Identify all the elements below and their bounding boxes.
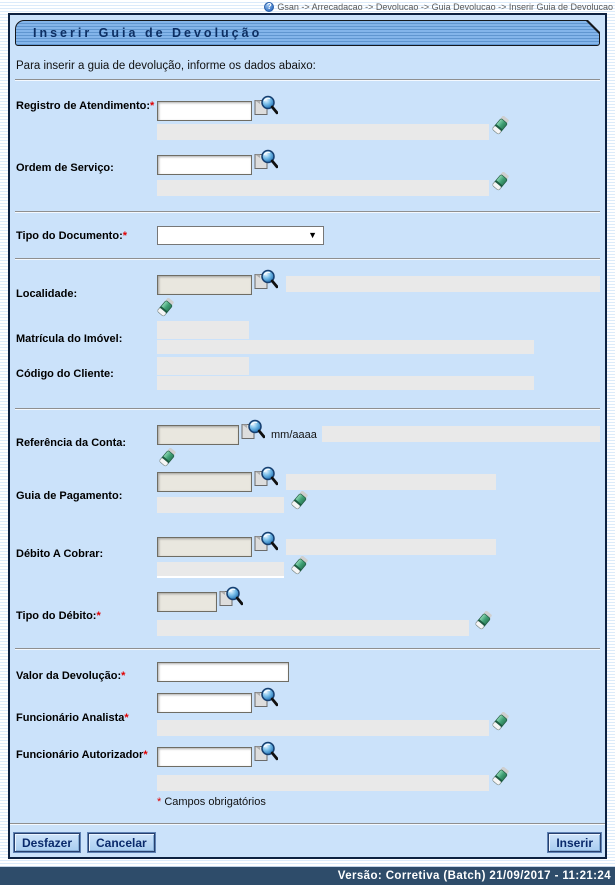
divider xyxy=(10,823,605,825)
localidade-display xyxy=(286,276,600,292)
label-text: Funcionário Analista xyxy=(16,712,125,724)
tipo-debito-input[interactable] xyxy=(157,592,217,612)
required-mark: * xyxy=(143,749,148,761)
debito-a-cobrar-display xyxy=(286,539,496,555)
funcionario-autorizador-eraser-icon[interactable] xyxy=(488,767,510,789)
chevron-down-icon: ▼ xyxy=(308,230,317,240)
breadcrumb xyxy=(264,0,613,13)
label-text: Registro de Atendimento: xyxy=(16,100,151,112)
funcionario-autorizador-search-icon[interactable] xyxy=(254,741,278,762)
ordem-servico-search-icon[interactable] xyxy=(254,149,278,170)
funcionario-autorizador-display xyxy=(157,775,489,791)
guia-pagamento-display2 xyxy=(157,497,284,513)
matricula-imovel-value xyxy=(157,321,249,339)
desfazer-button[interactable]: Desfazer xyxy=(14,833,80,852)
label-referencia-conta xyxy=(16,437,156,450)
referencia-conta-search-icon[interactable] xyxy=(241,419,265,440)
instruction-text: Para inserir a guia de devolução, informe os dados abaixo: xyxy=(16,60,316,72)
ordem-servico-eraser-icon[interactable] xyxy=(488,172,510,194)
inserir-button[interactable]: Inserir xyxy=(548,833,601,852)
referencia-conta-format-hint: mm/aaaa xyxy=(271,429,317,441)
label-text: Código do Cliente: xyxy=(16,368,114,380)
label-text: Débito A Cobrar: xyxy=(16,548,104,560)
label-tipo-debito xyxy=(16,610,156,623)
label-funcionario-analista xyxy=(16,712,156,725)
titlebar-notch-cover xyxy=(587,19,601,33)
label-text: Tipo do Débito: xyxy=(16,610,97,622)
label-registro-atendimento xyxy=(16,100,156,113)
required-mark: * xyxy=(122,230,128,242)
note-text: Campos obrigatórios xyxy=(161,796,266,808)
divider xyxy=(15,648,600,650)
guia-pagamento-eraser-icon[interactable] xyxy=(287,491,309,513)
label-ordem-servico xyxy=(16,162,156,175)
label-funcionario-autorizador xyxy=(16,749,156,762)
guia-pagamento-search-icon[interactable] xyxy=(254,466,278,487)
ordem-servico-input[interactable] xyxy=(157,155,252,175)
help-icon[interactable]: ? xyxy=(264,2,274,12)
divider xyxy=(15,408,600,410)
localidade-input[interactable] xyxy=(157,275,252,295)
ordem-servico-display xyxy=(157,180,489,196)
codigo-cliente-display xyxy=(157,376,534,390)
label-text: Matrícula do Imóvel: xyxy=(16,333,123,345)
version-footer: Versão: Corretiva (Batch) 21/09/2017 - 11:21:24 xyxy=(0,866,615,885)
label-matricula-imovel xyxy=(16,333,156,346)
divider xyxy=(15,79,600,81)
label-valor-devolucao xyxy=(16,670,156,683)
funcionario-analista-search-icon[interactable] xyxy=(254,687,278,708)
funcionario-analista-display xyxy=(157,720,489,736)
form-panel xyxy=(8,13,607,859)
divider xyxy=(15,211,600,213)
required-mark: * xyxy=(124,712,129,724)
page-title: Inserir Guia de Devolução xyxy=(15,20,600,46)
label-text: Referência da Conta: xyxy=(16,437,127,449)
label-text: Guia de Pagamento: xyxy=(16,490,123,502)
divider xyxy=(15,258,600,260)
label-guia-pagamento xyxy=(16,490,156,503)
cancelar-button[interactable]: Cancelar xyxy=(88,833,155,852)
required-mark: * xyxy=(150,100,155,112)
registro-atendimento-eraser-icon[interactable] xyxy=(488,116,510,138)
tipo-debito-eraser-icon[interactable] xyxy=(471,611,493,633)
tipo-debito-search-icon[interactable] xyxy=(219,586,243,607)
registro-atendimento-input[interactable] xyxy=(157,101,252,121)
required-mark: * xyxy=(96,610,101,622)
label-codigo-cliente xyxy=(16,368,156,381)
breadcrumb-path[interactable]: Gsan -> Arrecadacao -> Devolucao -> Guia Devolucao -> Inserir Guia de Devolucao xyxy=(277,1,613,12)
label-text: Localidade: xyxy=(16,288,78,300)
label-tipo-documento xyxy=(16,230,156,243)
matricula-imovel-display xyxy=(157,340,534,354)
tipo-debito-display xyxy=(157,620,469,636)
funcionario-analista-input[interactable] xyxy=(157,693,252,713)
label-text: Ordem de Serviço: xyxy=(16,162,114,174)
codigo-cliente-value xyxy=(157,357,249,375)
label-debito-a-cobrar xyxy=(16,548,156,561)
tipo-documento-select[interactable] xyxy=(157,226,324,245)
registro-atendimento-search-icon[interactable] xyxy=(254,95,278,116)
referencia-conta-eraser-icon[interactable] xyxy=(155,448,177,470)
label-text: Funcionário Autorizador xyxy=(16,749,144,761)
guia-pagamento-input[interactable] xyxy=(157,472,252,492)
localidade-search-icon[interactable] xyxy=(254,269,278,290)
funcionario-analista-eraser-icon[interactable] xyxy=(488,712,510,734)
valor-devolucao-input[interactable] xyxy=(157,662,289,682)
debito-a-cobrar-display2 xyxy=(157,562,284,578)
required-fields-note xyxy=(157,796,266,808)
required-mark: * xyxy=(157,796,162,808)
label-text: Tipo do Documento: xyxy=(16,230,123,242)
debito-a-cobrar-search-icon[interactable] xyxy=(254,531,278,552)
required-mark: * xyxy=(121,670,126,682)
registro-atendimento-display xyxy=(157,124,489,140)
debito-a-cobrar-input[interactable] xyxy=(157,537,252,557)
debito-a-cobrar-eraser-icon[interactable] xyxy=(287,556,309,578)
label-text: Valor da Devolução: xyxy=(16,670,122,682)
referencia-conta-display xyxy=(322,426,600,442)
localidade-eraser-icon[interactable] xyxy=(153,298,175,320)
referencia-conta-input[interactable] xyxy=(157,425,239,445)
label-localidade xyxy=(16,288,156,301)
guia-pagamento-display xyxy=(286,474,496,490)
funcionario-autorizador-input[interactable] xyxy=(157,747,252,767)
